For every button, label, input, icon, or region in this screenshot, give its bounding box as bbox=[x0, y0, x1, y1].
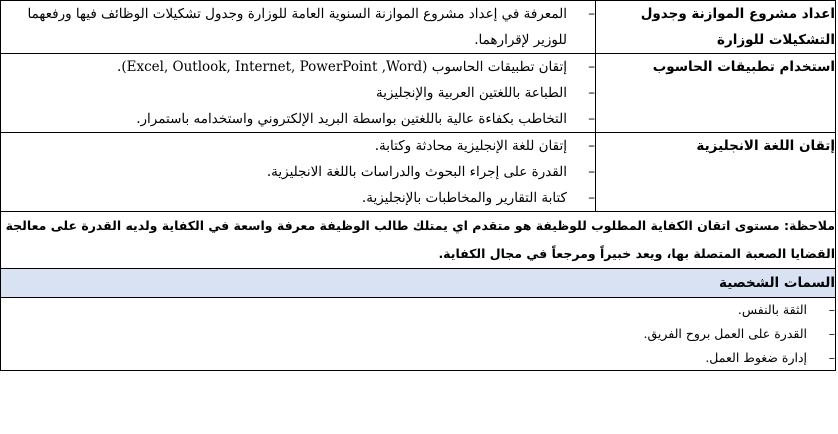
dash-bullet: – bbox=[828, 302, 835, 317]
dash-bullet: – bbox=[588, 138, 595, 154]
traits-header: السمات الشخصية bbox=[719, 275, 835, 291]
list-item-text: التخاطب بكفاءة عالية باللغتين بواسطة البريد الإلكتروني واستخدامه باستمرار. bbox=[136, 111, 567, 127]
list-item bbox=[1, 106, 595, 132]
dash-bullet: – bbox=[588, 59, 595, 75]
list-item-text: إتقان للغة الإنجليزية محادثة وكتابة. bbox=[374, 138, 567, 154]
list-item bbox=[1, 159, 595, 185]
list-item-text: المعرفة في إعداد مشروع الموازنة السنوية العامة للوزارة وجدول تشكيلات الوظائف فيها ورفعهما للوزير لإقرارهما. bbox=[27, 6, 567, 48]
trait-text: إدارة ضغوط العمل. bbox=[705, 350, 807, 365]
level-note: ملاحظة: مستوى اتقان الكفاية المطلوب للوظيفة هو متقدم اي يمتلك طالب الوظيفة معرفة واسعة في الكفاية ولديه القدرة على معالجة القضايا الصعبة المتصلة بها، ويعد خبيراً ومرجعاً في مجال الكفاية. bbox=[5, 218, 835, 261]
note-row bbox=[1, 212, 836, 269]
row-label-cell bbox=[596, 1, 836, 54]
dash-bullet: – bbox=[588, 164, 595, 180]
trait-text: القدرة على العمل بروح الفريق. bbox=[643, 326, 807, 341]
row-content-cell bbox=[1, 133, 596, 212]
dash-bullet: – bbox=[828, 350, 835, 365]
note-cell bbox=[1, 212, 836, 269]
list-item bbox=[1, 1, 595, 53]
list-item-text: القدرة على إجراء البحوث والدراسات باللغة الانجليزية. bbox=[266, 164, 567, 180]
traits-cell bbox=[1, 298, 836, 371]
list-item bbox=[1, 80, 595, 106]
traits-header-row bbox=[1, 269, 836, 298]
trait-item bbox=[1, 298, 835, 322]
list-item-text: إتقان تطبيقات الحاسوب (Excel, Outlook, Internet, PowerPoint ,Word). bbox=[117, 59, 567, 75]
row-label: اعداد مشروع الموازنة وجدول التشكيلات للوزارة bbox=[640, 6, 835, 48]
table-row bbox=[1, 54, 836, 133]
dash-bullet: – bbox=[588, 6, 595, 22]
row-label: إتقان اللغة الانجليزية bbox=[696, 138, 835, 154]
table-row bbox=[1, 133, 836, 212]
traits-row bbox=[1, 298, 836, 371]
row-label-cell bbox=[596, 133, 836, 212]
row-content-cell bbox=[1, 1, 596, 54]
list-item-text: كتابة التقارير والمخاطبات بالإنجليزية. bbox=[361, 190, 567, 206]
trait-item bbox=[1, 346, 835, 370]
row-label-cell bbox=[596, 54, 836, 133]
trait-item bbox=[1, 322, 835, 346]
dash-bullet: – bbox=[588, 85, 595, 101]
list-item-text: الطباعة باللغتين العربية والإنجليزية bbox=[375, 85, 567, 101]
dash-bullet: – bbox=[588, 111, 595, 127]
dash-bullet: – bbox=[588, 190, 595, 206]
list-item bbox=[1, 54, 595, 80]
traits-header-cell bbox=[1, 269, 836, 298]
dash-bullet: – bbox=[828, 326, 835, 341]
list-item bbox=[1, 185, 595, 211]
list-item bbox=[1, 133, 595, 159]
trait-text: الثقة بالنفس. bbox=[737, 302, 807, 317]
table-row bbox=[1, 1, 836, 54]
row-label: استخدام تطبيقات الحاسوب bbox=[652, 59, 835, 75]
row-content-cell bbox=[1, 54, 596, 133]
